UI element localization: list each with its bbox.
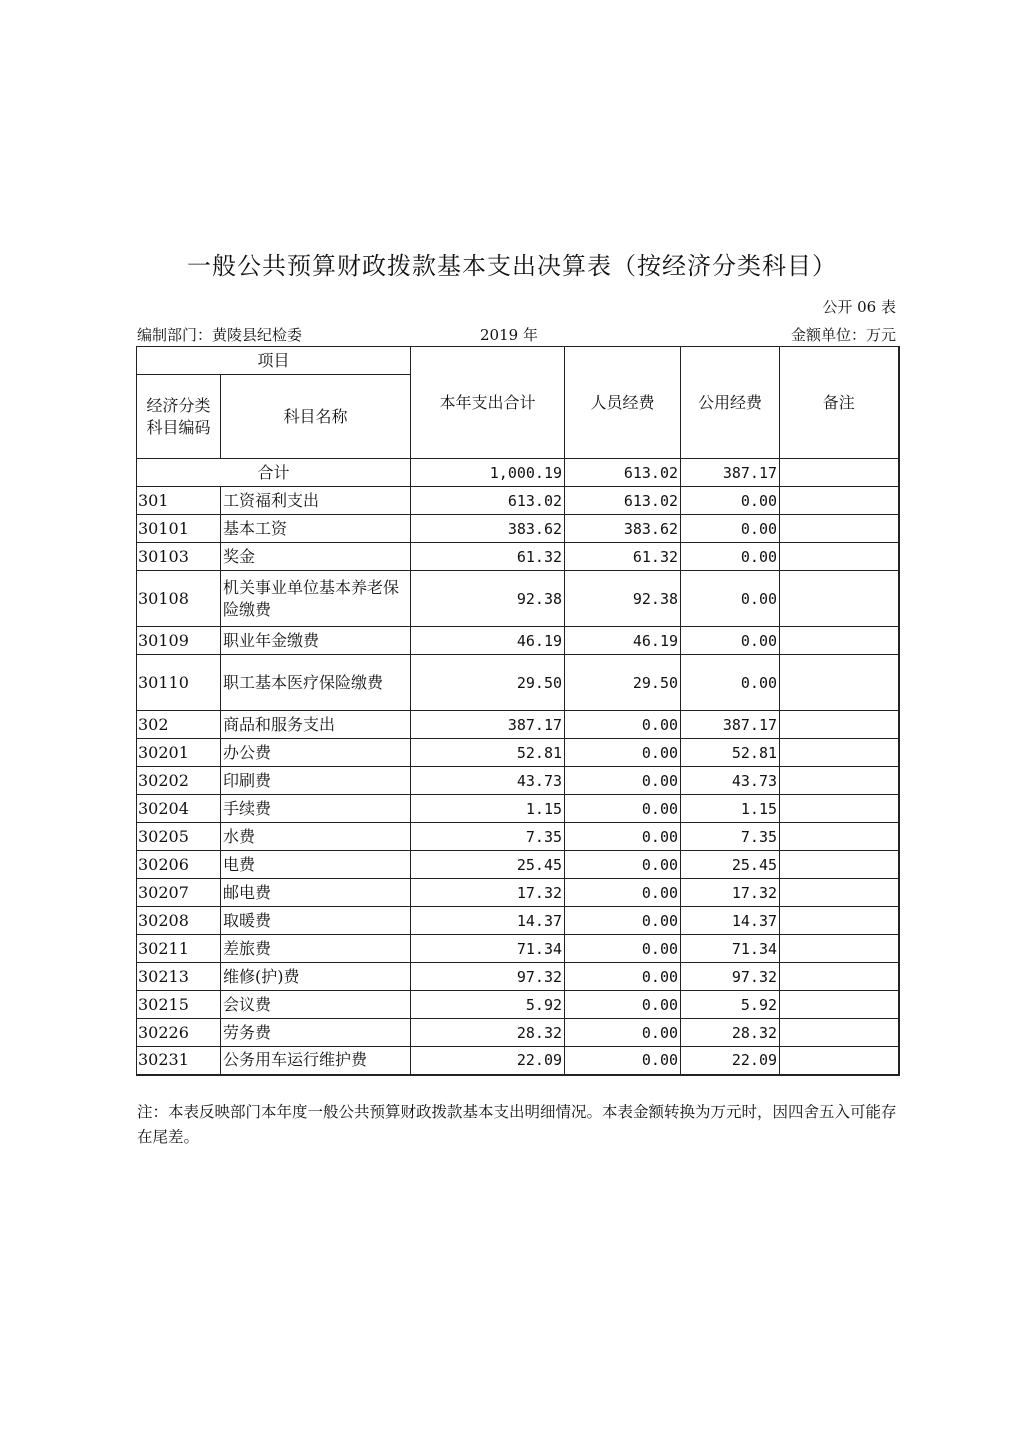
- row-public: 17.32: [681, 879, 780, 907]
- row-name: 商品和服务支出: [221, 711, 411, 739]
- row-name: 电费: [221, 851, 411, 879]
- row-personnel: 0.00: [565, 739, 681, 767]
- row-public: 0.00: [681, 655, 780, 711]
- row-total: 383.62: [411, 515, 565, 543]
- row-code: 30109: [137, 627, 221, 655]
- footnote: 注：本表反映部门本年度一般公共预算财政拨款基本支出明细情况。本表金额转换为万元时，因四舍五入可能存在尾差。: [137, 1103, 897, 1146]
- header-public: 公用经费: [681, 347, 780, 459]
- row-personnel: 383.62: [565, 515, 681, 543]
- row-personnel: 0.00: [565, 879, 681, 907]
- row-public: 1.15: [681, 795, 780, 823]
- row-remark: [780, 963, 899, 991]
- row-code: 30204: [137, 795, 221, 823]
- table-row: [137, 655, 899, 711]
- row-code: 30101: [137, 515, 221, 543]
- row-public: 7.35: [681, 823, 780, 851]
- row-personnel: 0.00: [565, 1047, 681, 1075]
- header-code: 经济分类科目编码: [137, 375, 221, 459]
- row-remark: [780, 655, 899, 711]
- table-row: [137, 543, 899, 571]
- table-row: [137, 935, 899, 963]
- row-total: 7.35: [411, 823, 565, 851]
- row-remark: [780, 487, 899, 515]
- row-public: 43.73: [681, 767, 780, 795]
- row-total: 17.32: [411, 879, 565, 907]
- row-total: 1.15: [411, 795, 565, 823]
- row-public: 0.00: [681, 515, 780, 543]
- row-name: 机关事业单位基本养老保险缴费: [221, 571, 411, 627]
- row-name: 劳务费: [221, 1019, 411, 1047]
- row-public: 22.09: [681, 1047, 780, 1075]
- total-total: 1,000.19: [411, 459, 565, 487]
- row-public: 25.45: [681, 851, 780, 879]
- row-code: 30103: [137, 543, 221, 571]
- row-name: 手续费: [221, 795, 411, 823]
- row-code: 30110: [137, 655, 221, 711]
- row-code: 30207: [137, 879, 221, 907]
- row-code: 30211: [137, 935, 221, 963]
- row-name: 水费: [221, 823, 411, 851]
- row-remark: [780, 823, 899, 851]
- row-remark: [780, 711, 899, 739]
- header-name: 科目名称: [221, 375, 411, 459]
- row-total: 613.02: [411, 487, 565, 515]
- row-remark: [780, 907, 899, 935]
- table-row: [137, 739, 899, 767]
- row-remark: [780, 879, 899, 907]
- row-remark: [780, 739, 899, 767]
- row-code: 30226: [137, 1019, 221, 1047]
- table-row: [137, 795, 899, 823]
- row-personnel: 0.00: [565, 851, 681, 879]
- table-row: [137, 907, 899, 935]
- row-personnel: 0.00: [565, 963, 681, 991]
- row-total: 61.32: [411, 543, 565, 571]
- table-row: [137, 879, 899, 907]
- row-personnel: 0.00: [565, 991, 681, 1019]
- row-total: 29.50: [411, 655, 565, 711]
- year-label: 2019 年: [480, 326, 538, 344]
- row-remark: [780, 1019, 899, 1047]
- row-remark: [780, 767, 899, 795]
- table-row: [137, 823, 899, 851]
- row-code: 30206: [137, 851, 221, 879]
- row-name: 会议费: [221, 991, 411, 1019]
- row-total: 28.32: [411, 1019, 565, 1047]
- row-public: 52.81: [681, 739, 780, 767]
- table-row: [137, 991, 899, 1019]
- row-remark: [780, 571, 899, 627]
- table-row: [137, 851, 899, 879]
- header-total: 本年支出合计: [411, 347, 565, 459]
- row-public: 14.37: [681, 907, 780, 935]
- row-name: 印刷费: [221, 767, 411, 795]
- row-personnel: 0.00: [565, 795, 681, 823]
- table-row: [137, 767, 899, 795]
- row-personnel: 0.00: [565, 711, 681, 739]
- unit-label: 金额单位：万元: [790, 326, 896, 344]
- row-personnel: 0.00: [565, 1019, 681, 1047]
- row-code: 30201: [137, 739, 221, 767]
- total-remark: [780, 459, 899, 487]
- row-code: 302: [137, 711, 221, 739]
- row-code: 30208: [137, 907, 221, 935]
- row-total: 46.19: [411, 627, 565, 655]
- row-total: 14.37: [411, 907, 565, 935]
- total-label: 合计: [137, 459, 411, 487]
- row-code: 30231: [137, 1047, 221, 1075]
- header-remark: 备注: [780, 347, 899, 459]
- table-row: [137, 487, 899, 515]
- row-code: 30108: [137, 571, 221, 627]
- row-total: 25.45: [411, 851, 565, 879]
- row-public: 97.32: [681, 963, 780, 991]
- row-personnel: 46.19: [565, 627, 681, 655]
- row-total: 5.92: [411, 991, 565, 1019]
- table-row: [137, 515, 899, 543]
- row-name: 差旅费: [221, 935, 411, 963]
- row-public: 0.00: [681, 627, 780, 655]
- row-public: 387.17: [681, 711, 780, 739]
- row-remark: [780, 515, 899, 543]
- row-code: 30202: [137, 767, 221, 795]
- row-name: 公务用车运行维护费: [221, 1047, 411, 1075]
- row-remark: [780, 935, 899, 963]
- row-name: 邮电费: [221, 879, 411, 907]
- row-public: 0.00: [681, 543, 780, 571]
- row-total: 387.17: [411, 711, 565, 739]
- row-public: 5.92: [681, 991, 780, 1019]
- total-personnel: 613.02: [565, 459, 681, 487]
- row-remark: [780, 543, 899, 571]
- row-name: 基本工资: [221, 515, 411, 543]
- row-personnel: 0.00: [565, 935, 681, 963]
- table-row: [137, 571, 899, 627]
- page-title: 一般公共预算财政拨款基本支出决算表（按经济分类科目）: [187, 252, 837, 280]
- total-row: [137, 459, 899, 487]
- row-code: 30215: [137, 991, 221, 1019]
- row-name: 职业年金缴费: [221, 627, 411, 655]
- table-row: [137, 1019, 899, 1047]
- form-code: 公开 06 表: [822, 298, 896, 316]
- row-name: 职工基本医疗保险缴费: [221, 655, 411, 711]
- row-personnel: 61.32: [565, 543, 681, 571]
- row-total: 97.32: [411, 963, 565, 991]
- row-personnel: 0.00: [565, 767, 681, 795]
- row-public: 28.32: [681, 1019, 780, 1047]
- row-total: 92.38: [411, 571, 565, 627]
- table-row: [137, 627, 899, 655]
- row-name: 取暖费: [221, 907, 411, 935]
- row-name: 奖金: [221, 543, 411, 571]
- row-public: 0.00: [681, 571, 780, 627]
- row-total: 52.81: [411, 739, 565, 767]
- row-code: 30205: [137, 823, 221, 851]
- row-personnel: 29.50: [565, 655, 681, 711]
- total-public: 387.17: [681, 459, 780, 487]
- header-item: 项目: [137, 347, 411, 375]
- row-code: 30213: [137, 963, 221, 991]
- table-row: [137, 711, 899, 739]
- row-remark: [780, 795, 899, 823]
- table-row: [137, 1047, 899, 1075]
- row-code: 301: [137, 487, 221, 515]
- row-personnel: 613.02: [565, 487, 681, 515]
- row-public: 0.00: [681, 487, 780, 515]
- header-personnel: 人员经费: [565, 347, 681, 459]
- table-row: [137, 963, 899, 991]
- department-label: 编制部门：黄陵县纪检委: [137, 326, 303, 344]
- row-name: 办公费: [221, 739, 411, 767]
- row-remark: [780, 991, 899, 1019]
- row-public: 71.34: [681, 935, 780, 963]
- row-remark: [780, 851, 899, 879]
- row-personnel: 0.00: [565, 907, 681, 935]
- row-personnel: 0.00: [565, 823, 681, 851]
- row-name: 工资福利支出: [221, 487, 411, 515]
- row-total: 22.09: [411, 1047, 565, 1075]
- row-remark: [780, 1047, 899, 1075]
- expenditure-table: [136, 346, 900, 1076]
- row-name: 维修(护)费: [221, 963, 411, 991]
- row-personnel: 92.38: [565, 571, 681, 627]
- row-total: 43.73: [411, 767, 565, 795]
- row-remark: [780, 627, 899, 655]
- row-total: 71.34: [411, 935, 565, 963]
